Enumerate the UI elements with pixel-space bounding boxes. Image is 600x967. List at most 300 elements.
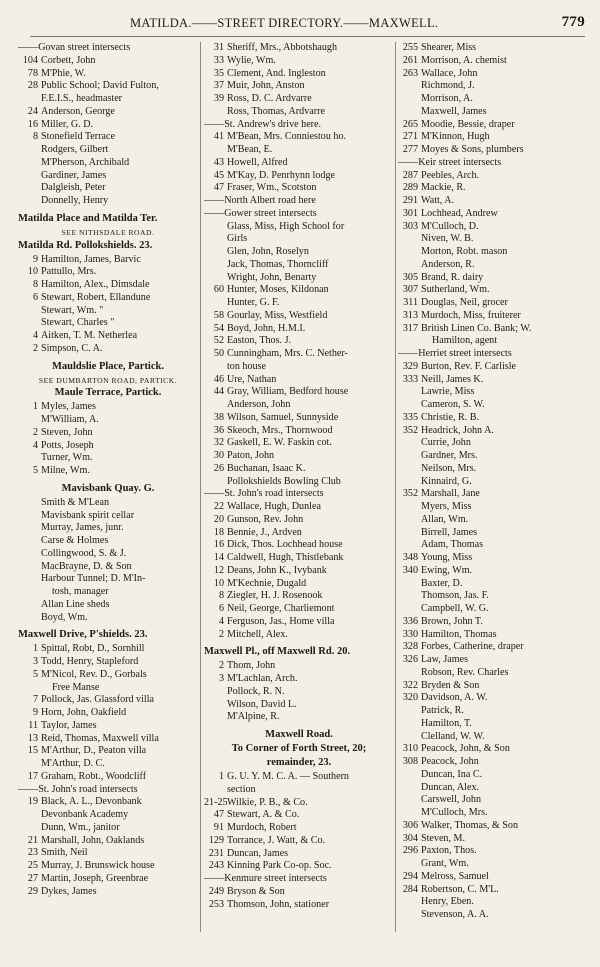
entry-name: Neill, James K.: [421, 373, 484, 385]
directory-entry: [398, 297, 593, 310]
entry-name: Robson, Rev. Charles: [421, 666, 509, 678]
entry-name: Marshall, Jane: [421, 488, 480, 500]
directory-entry: [398, 246, 593, 259]
directory-entry: [398, 654, 593, 667]
intersection-note: [204, 195, 394, 208]
entry-name: Brand, R. dairy: [421, 271, 484, 283]
entry-name: Forbes, Catherine, draper: [421, 641, 524, 653]
house-number: 336: [402, 615, 418, 627]
entry-name: Anderson, R.: [421, 258, 475, 270]
entry-name: Clement, And. Ingleston: [227, 67, 326, 79]
directory-entry: [398, 616, 593, 629]
directory-entry: [18, 599, 198, 612]
house-number: 317: [402, 322, 418, 334]
entry-name: Boyd, Wm.: [41, 611, 88, 623]
entry-name: Gardiner, James: [41, 169, 107, 181]
entry-name: Anderson, George: [41, 105, 115, 117]
entry-name: M'Culloch, D.: [421, 220, 479, 232]
entry-name: Public School; David Fulton,: [41, 80, 159, 92]
entry-name: Myers, Miss: [421, 501, 472, 512]
entry-name: Richmond, J.: [421, 80, 475, 92]
entry-name: Wilson, Samuel, Sunnyside: [227, 411, 339, 423]
entry-name: Pollock, R. N.: [227, 685, 285, 697]
directory-entry: [204, 259, 394, 272]
entry-name: Ure, Nathan: [227, 373, 277, 385]
directory-entry: [18, 669, 198, 682]
intersection-text: ——St. John's road intersects: [204, 488, 324, 500]
house-number: 6: [32, 291, 38, 303]
directory-entry: [398, 284, 593, 297]
entry-name: Campbell, W. G.: [421, 603, 489, 614]
entry-name: Wilkie, P. B., & Co.: [227, 796, 308, 808]
house-number: 30: [213, 450, 224, 461]
directory-entry: [18, 822, 198, 835]
house-number: 287: [402, 169, 418, 181]
directory-entry: [204, 686, 394, 699]
cross-reference-text: SEE DUMBARTON ROAD, PARTICK.: [38, 375, 178, 385]
street-heading: [18, 629, 198, 643]
house-number: 104: [22, 54, 38, 66]
street-name: Mauldslie Place, Partick.: [52, 360, 164, 372]
entry-name: Morton, Robt. mason: [421, 246, 508, 257]
entry-name: M'Arthur, D., Peaton villa: [41, 745, 147, 757]
house-number: 306: [402, 819, 418, 831]
intersection-text: ——St. John's road intersects: [18, 783, 138, 795]
directory-entry: [204, 590, 394, 603]
entry-name: Myles, James: [41, 401, 96, 413]
entry-name: Ferguson, Jas., Home villa: [227, 615, 335, 627]
directory-entry: [18, 414, 198, 427]
entry-name: Skeoch, Mrs., Thornwood: [227, 424, 333, 436]
directory-entry: [398, 871, 593, 884]
directory-entry: [18, 440, 198, 453]
entry-name: Birrell, James: [421, 526, 478, 538]
entry-name: Mavisbank spirit cellar: [41, 509, 135, 521]
entry-name: Paxton, Thos.: [421, 845, 477, 857]
entry-name: Currie, John: [421, 437, 471, 449]
house-number: 304: [402, 832, 418, 844]
intersection-text: ——Gower street intersects: [204, 207, 317, 219]
entry-name: Wright, John, Benarty: [227, 271, 317, 283]
directory-entry: [18, 835, 198, 848]
directory-entry: [398, 514, 593, 527]
directory-entry: [18, 131, 198, 144]
directory-entry: [204, 860, 394, 873]
directory-column-3: [398, 42, 593, 922]
house-number: 45: [213, 169, 224, 181]
entry-name: M'Nicol, Rev. D., Gorbals: [41, 668, 147, 680]
directory-entry: [398, 807, 593, 820]
directory-entry: [204, 699, 394, 712]
house-number: 333: [402, 373, 418, 385]
house-number: 329: [402, 360, 418, 372]
entry-name: Deans, John K., Ivybank: [227, 564, 327, 576]
street-heading: [18, 361, 198, 375]
entry-name: Morrison, A. chemist: [421, 54, 507, 66]
directory-entry: [204, 42, 394, 55]
directory-entry: [204, 272, 394, 285]
entry-name: Peacock, John, & Son: [421, 743, 510, 755]
house-number: 5: [32, 668, 38, 680]
directory-entry: [398, 131, 593, 144]
directory-entry: [204, 157, 394, 170]
directory-entry: [18, 796, 198, 809]
entry-name: Carse & Holmes: [41, 535, 109, 546]
entry-name: Taylor, James: [41, 719, 97, 731]
entry-name: Wallace, Hugh, Dunlea: [227, 501, 321, 512]
page-number: 779: [561, 14, 585, 30]
directory-entry: [204, 106, 394, 119]
entry-name: M'Phie, W.: [41, 67, 86, 79]
directory-entry: [398, 425, 593, 438]
entry-name: Hamilton, James, Barvic: [41, 253, 141, 265]
directory-entry: [18, 157, 198, 170]
entry-name: Mitchell, Alex.: [227, 628, 288, 640]
intersection-note: [204, 208, 394, 221]
house-number: 310: [402, 743, 418, 755]
entry-name: Robertson, C. M'L.: [421, 883, 499, 895]
house-number: 4: [32, 439, 38, 451]
house-number: 249: [208, 885, 224, 897]
entry-name: Grant, Wm.: [421, 858, 469, 869]
directory-entry: [204, 886, 394, 899]
directory-entry: [398, 565, 593, 578]
entry-name: Peacock, John: [421, 756, 479, 767]
directory-entry: [398, 769, 593, 782]
house-number: 2: [32, 342, 38, 354]
intersection-text: ——Kenmure street intersects: [204, 873, 327, 884]
directory-entry: [398, 182, 593, 195]
entry-name: Adam, Thomas: [421, 539, 484, 551]
directory-entry: [204, 501, 394, 514]
directory-entry: [398, 221, 593, 234]
entry-name: Ross, D. C. Ardvarre: [227, 93, 312, 104]
entry-name: Morrison, A.: [421, 93, 473, 104]
intersection-note: [204, 119, 394, 132]
entry-name: section: [227, 783, 256, 795]
house-number: 33: [213, 54, 224, 66]
directory-entry: [398, 884, 593, 897]
entry-name: Davidson, A. W.: [421, 692, 488, 704]
directory-entry: [398, 412, 593, 425]
directory-entry: [18, 55, 198, 68]
house-number: 44: [213, 386, 224, 398]
house-number: 255: [402, 42, 418, 53]
directory-entry: [204, 310, 394, 323]
directory-entry: [398, 68, 593, 81]
entry-name: Muir, John, Anston: [227, 80, 305, 92]
entry-name: Niven, W. B.: [421, 233, 474, 245]
entry-name: Lochhead, Andrew: [421, 207, 498, 219]
directory-entry: [398, 208, 593, 221]
house-number: 17: [27, 770, 38, 782]
entry-name: Gourlay, Miss, Westfield: [227, 309, 328, 321]
directory-entry: [18, 401, 198, 414]
directory-entry: [204, 463, 394, 476]
house-number: 231: [208, 847, 224, 859]
house-number: 13: [27, 732, 38, 744]
entry-name: Milne, Wm.: [41, 465, 90, 476]
intersection-text: ——Keir street intersects: [398, 156, 502, 168]
directory-entry: [18, 548, 198, 561]
directory-entry: [398, 80, 593, 93]
house-number: 35: [213, 67, 224, 79]
street-heading: [18, 483, 198, 497]
house-number: 12: [213, 564, 224, 576]
entry-name: Dalgleish, Peter: [41, 182, 106, 194]
directory-entry: [18, 707, 198, 720]
directory-entry: [18, 573, 198, 586]
directory-entry: [398, 399, 593, 412]
entry-name: MacBrayne, D. & Son: [41, 560, 132, 572]
directory-entry: [18, 80, 198, 93]
entry-name: G. U. Y. M. C. A. — Southern: [227, 771, 349, 782]
directory-entry: [398, 909, 593, 922]
directory-entry: [18, 106, 198, 119]
directory-entry: [398, 743, 593, 756]
house-number: 2: [218, 660, 224, 672]
house-number: 352: [402, 488, 418, 500]
directory-entry: [18, 452, 198, 465]
house-number: 47: [213, 809, 224, 821]
house-number: 60: [213, 284, 224, 296]
house-number: 330: [402, 628, 418, 640]
directory-entry: [18, 510, 198, 523]
directory-entry: [204, 284, 394, 297]
house-number: 39: [213, 93, 224, 104]
directory-entry: [398, 272, 593, 285]
directory-entry: [204, 399, 394, 412]
entry-name: Steven, John: [41, 426, 93, 438]
house-number: 4: [218, 615, 224, 627]
directory-entry: [398, 705, 593, 718]
directory-entry: [18, 758, 198, 771]
directory-entry: [398, 119, 593, 132]
entry-name: Glen, John, Roselyn: [227, 246, 309, 257]
entry-name: Martin, Joseph, Greenbrae: [41, 872, 149, 884]
directory-entry: [204, 131, 394, 144]
entry-name: Neil, George, Charliemont: [227, 603, 335, 614]
directory-entry: [18, 119, 198, 132]
entry-name: Gunson, Rev. John: [227, 513, 304, 525]
directory-entry: [204, 68, 394, 81]
street-heading: [204, 646, 394, 660]
house-number: 29: [27, 885, 38, 897]
entry-name: Rodgers, Gilbert: [41, 144, 109, 155]
house-number: 307: [402, 284, 418, 296]
house-number: 28: [27, 80, 38, 92]
directory-entry: [18, 497, 198, 510]
house-number: 78: [27, 67, 38, 79]
directory-entry: [398, 820, 593, 833]
entry-name: Fraser, Wm., Scotston: [227, 182, 317, 194]
house-number: 303: [402, 220, 418, 232]
house-number: 243: [208, 860, 224, 872]
entry-name: tosh, manager: [52, 586, 109, 597]
entry-name: Moodie, Bessie, draper: [421, 118, 515, 130]
directory-entry: [204, 55, 394, 68]
intersection-note: [204, 873, 394, 886]
directory-entry: [204, 170, 394, 183]
directory-entry: [398, 501, 593, 514]
entry-name: Burton, Rev. F. Carlisle: [421, 360, 516, 372]
directory-entry: [204, 361, 394, 374]
directory-entry: [204, 552, 394, 565]
house-number: 1: [32, 401, 38, 413]
house-number: 129: [208, 834, 224, 846]
entry-name: Dunn, Wm., janitor: [41, 821, 120, 833]
entry-name: Neilson, Mrs.: [421, 462, 477, 474]
entry-name: Devonbank Academy: [41, 809, 129, 820]
house-number: 25: [27, 860, 38, 871]
intersection-text: ——North Albert road here: [204, 195, 316, 206]
house-number: 8: [218, 590, 224, 602]
directory-entry: [398, 42, 593, 55]
entry-name: Turner, Wm.: [41, 452, 93, 464]
directory-entry: [204, 246, 394, 259]
directory-entry: [18, 535, 198, 548]
entry-name: Potts, Joseph: [41, 439, 94, 451]
directory-entry: [398, 858, 593, 871]
house-number: 10: [27, 266, 38, 278]
entry-name: Brown, John T.: [421, 615, 483, 627]
entry-name: Corbett, John: [41, 54, 96, 66]
directory-entry: [398, 437, 593, 450]
house-number: 328: [402, 641, 418, 653]
street-heading: [204, 743, 394, 757]
entry-name: Thomson, John, stationer: [227, 898, 330, 910]
entry-name: Kinning Park Co-op. Soc.: [227, 860, 332, 872]
directory-entry: [398, 896, 593, 909]
directory-entry: [18, 873, 198, 886]
house-number: 7: [32, 694, 38, 706]
entry-name: Walker, Thomas, & Son: [421, 819, 518, 831]
entry-name: Collingwood, S. & J.: [41, 547, 127, 559]
directory-entry: [204, 527, 394, 540]
house-number: 41: [213, 131, 224, 143]
entry-name: Watt, A.: [421, 195, 455, 206]
directory-entry: [204, 335, 394, 348]
house-number: 26: [213, 462, 224, 474]
entry-name: M'Culloch, Mrs.: [421, 807, 488, 818]
directory-entry: [204, 182, 394, 195]
house-number: 2: [32, 426, 38, 438]
directory-entry: [18, 694, 198, 707]
directory-entry: [204, 835, 394, 848]
entry-name: Hamilton, Alex., Dimsdale: [41, 279, 150, 290]
directory-entry: [204, 848, 394, 861]
entry-name: Lawrie, Miss: [421, 386, 475, 398]
house-number: 91: [213, 822, 224, 833]
directory-entry: [204, 450, 394, 463]
street-name: Maule Terrace, Partick.: [54, 387, 162, 399]
house-number: 296: [402, 845, 418, 857]
directory-entry: [18, 809, 198, 822]
entry-name: Cameron, S. W.: [421, 399, 485, 410]
house-number: 24: [27, 105, 38, 117]
entry-name: Aitken, T. M. Netherlea: [41, 330, 138, 341]
entry-name: M'Bean, E.: [227, 144, 273, 155]
directory-entry: [398, 629, 593, 642]
directory-entry: [18, 330, 198, 343]
house-number: 271: [402, 131, 418, 143]
directory-entry: [18, 266, 198, 279]
directory-entry: [204, 233, 394, 246]
directory-entry: [204, 784, 394, 797]
directory-entry: [204, 771, 394, 784]
entry-name: Clelland, W. W.: [421, 730, 485, 742]
street-heading: [18, 387, 198, 401]
entry-name: Bryson & Son: [227, 885, 285, 897]
intersection-note: [18, 784, 198, 797]
directory-entry: [398, 450, 593, 463]
directory-entry: [398, 93, 593, 106]
entry-name: Simpson, C. A.: [41, 342, 103, 354]
entry-name: Murray, J. Brunswick house: [41, 860, 155, 871]
house-number: 261: [402, 54, 418, 66]
house-number: 54: [213, 322, 224, 334]
house-number: 21: [27, 834, 38, 846]
cross-reference: [18, 375, 198, 388]
entry-name: Stewart, Wm. ": [41, 304, 104, 316]
house-number: 32: [213, 437, 224, 449]
entry-name: Torrance, J. Watt, & Co.: [227, 834, 326, 846]
entry-name: M'Kay, D. Penrhynn lodge: [227, 169, 335, 181]
entry-name: Harbour Tunnel; D. M'In-: [41, 573, 146, 585]
entry-name: Graham, Robt., Woodcliff: [41, 770, 147, 782]
directory-column-1: [18, 42, 198, 898]
entry-name: Hamilton, Thomas: [421, 628, 497, 640]
directory-entry: [398, 782, 593, 795]
directory-entry: [204, 899, 394, 912]
entry-name: Gaskell, E. W. Faskin cot.: [227, 437, 332, 449]
directory-entry: [204, 412, 394, 425]
house-number: 294: [402, 870, 418, 882]
cross-reference: [18, 227, 198, 240]
intersection-note: [398, 348, 593, 361]
directory-entry: [398, 641, 593, 654]
directory-entry: [398, 833, 593, 846]
entry-name: M'Arthur, D. C.: [41, 758, 105, 769]
entry-name: Jack, Thomas, Thorncliff: [227, 258, 329, 270]
directory-entry: [18, 343, 198, 356]
house-number: 308: [402, 756, 418, 767]
entry-name: Miller, G. D.: [41, 118, 94, 130]
entry-name: Young, Miss: [421, 552, 473, 563]
house-number: 265: [402, 118, 418, 130]
entry-name: Murdoch, Robert: [227, 822, 297, 833]
house-number: 253: [208, 898, 224, 910]
entry-name: Buchanan, Isaac K.: [227, 462, 306, 474]
entry-name: Stewart, Charles ": [41, 317, 115, 329]
directory-entry: [398, 144, 593, 157]
house-number: 263: [402, 67, 418, 79]
directory-entry: [398, 488, 593, 501]
directory-entry: [398, 680, 593, 693]
directory-entry: [398, 603, 593, 616]
directory-entry: [398, 667, 593, 680]
directory-entry: [398, 692, 593, 705]
entry-name: M'Kinnon, Hugh: [421, 131, 490, 143]
house-number: 22: [213, 501, 224, 512]
house-number: 58: [213, 309, 224, 321]
directory-entry: [204, 425, 394, 438]
directory-entry: [204, 514, 394, 527]
directory-entry: [398, 361, 593, 374]
entry-name: Marshall, John, Oaklands: [41, 834, 145, 846]
entry-name: M'Pherson, Archibald: [41, 156, 130, 168]
directory-entry: [18, 745, 198, 758]
